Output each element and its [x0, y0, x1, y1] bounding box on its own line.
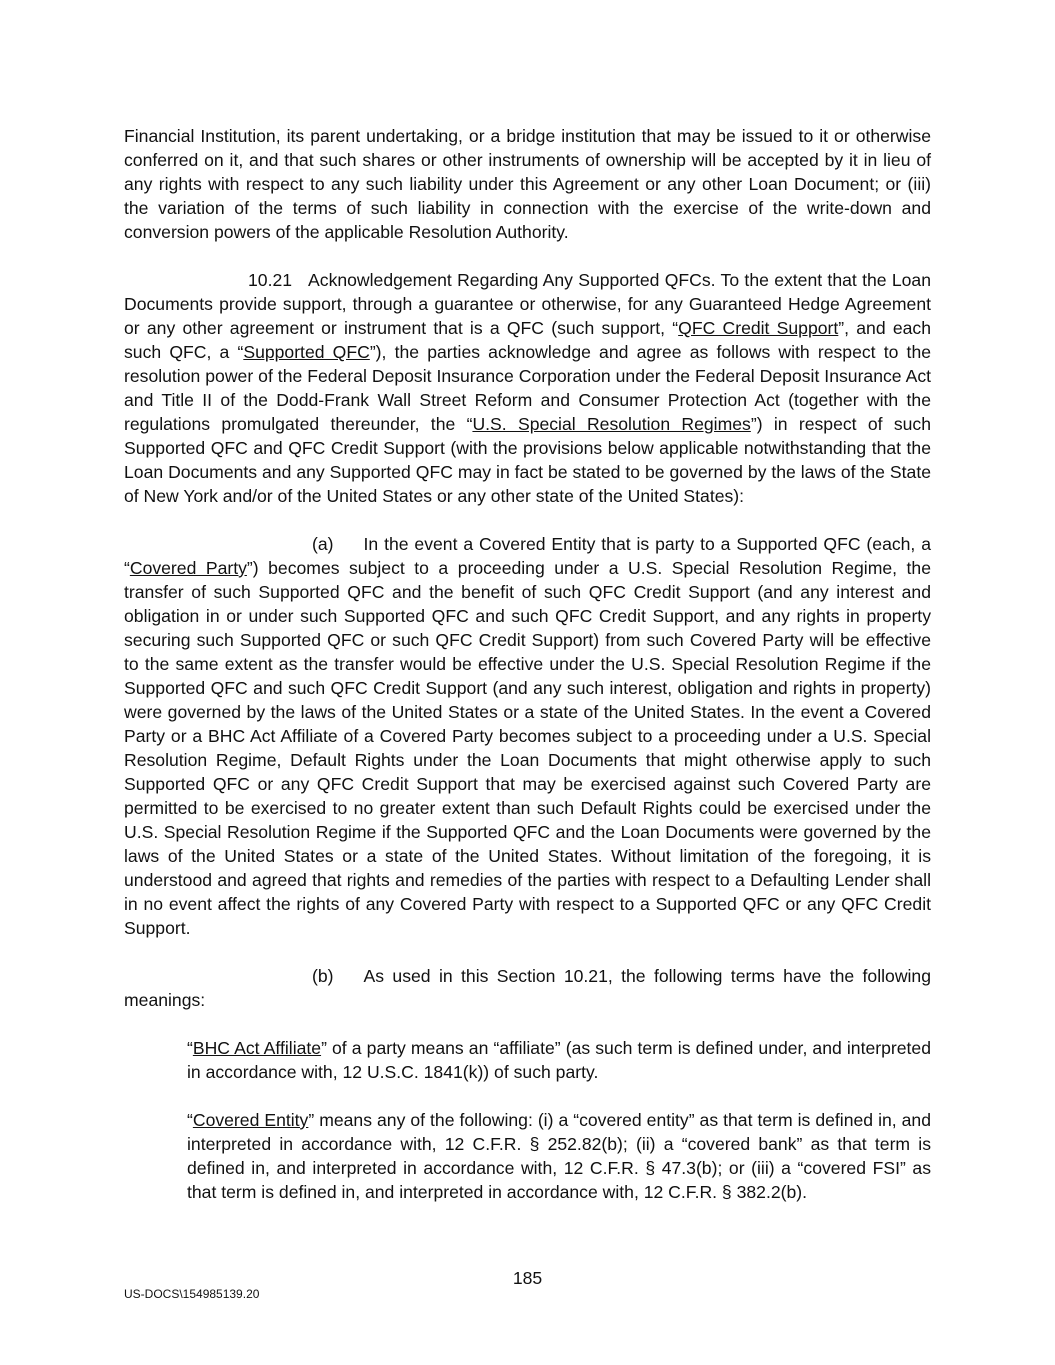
- item-a: [124, 532, 931, 940]
- definition-open-quote: “: [187, 1038, 193, 1058]
- item-b-text: As used in this Section 10.21, the following terms have the following meanings:: [124, 966, 931, 1010]
- definition-open-quote: “: [187, 1110, 193, 1130]
- item-b: [124, 964, 931, 1012]
- section-text-1: . To the extent that the Loan Documents provide support, through a guarantee or otherwise, for any Guaranteed Hedge Agreement or any other agreement or instrument that is a QFC (such support, “: [124, 270, 931, 338]
- definition-bhc-text: ” of a party means an “affiliate” (as such term is defined under, and interpreted in accordance with, 12 U.S.C. 1841(k)) of such party.: [187, 1038, 931, 1082]
- term-us-special-resolution-regimes: U.S. Special Resolution Regimes: [472, 414, 751, 434]
- section-text-2: ”, and each such QFC, a “: [124, 318, 932, 362]
- item-a-text-2: ”) becomes subject to a proceeding under a U.S. Special Resolution Regime, the transfer of such Supported QFC and the benefit of such QFC Credit Support (and any interest and obligation in or under such Supported QFC and such QFC Credit Support, and any rights in property securing such Supported QFC or such QFC Credit Support) from such Covered Party will be effective to the same extent as the transfer would be effective under the U.S. Special Resolution Regime if the Supported QFC and such QFC Credit Support (and any such interest, obligation and rights in property) were governed by the laws of the United States or a state of the United States. In the event a Covered Party or a BHC Act Affiliate of a Covered Party becomes subject to a proceeding under a U.S. Special Resolution Regime, Default Rights under the Loan Documents that might otherwise apply to such Supported QFC or any QFC Credit Support that may be exercised against such Covered Party are permitted to be exercised to no greater extent than such Default Rights could be exercised under the U.S. Special Resolution Regime if the Supported QFC and the Loan Documents were governed by the laws of the United States or a state of the United States. Without limitation of the foregoing, it is understood and agreed that rights and remedies of the parties with respect to a Defaulting Lender shall in no event affect the rights of any Covered Party with respect to a Supported QFC or any QFC Credit Support.: [124, 558, 931, 938]
- item-b-label: (b): [312, 966, 334, 986]
- term-bhc-act-affiliate: BHC Act Affiliate: [192, 1038, 322, 1058]
- section-number: 10.21: [248, 270, 293, 290]
- section-text-4: ”) in respect of such Supported QFC and QFC Credit Support (with the provisions below applicable notwithstanding that the Loan Documents and any Supported QFC may in fact be stated to be governed by the laws of the State of New York and/or of the United States or any other state of the United States):: [124, 414, 932, 506]
- term-covered-entity: Covered Entity: [192, 1110, 309, 1130]
- item-a-text-1: In the event a Covered Entity that is party to a Supported QFC (each, a “: [124, 534, 931, 578]
- section-title: Acknowledgement Regarding Any Supported QFCs: [308, 270, 711, 290]
- item-a-label: (a): [312, 534, 334, 554]
- page-body: [124, 124, 931, 1204]
- term-supported-qfc: Supported QFC: [243, 342, 370, 362]
- definition-covered-entity-text: ” means any of the following: (i) a “covered entity” as that term is defined in, and interpreted in accordance with, 12 C.F.R. § 252.82(b); (ii) a “covered bank” as that term is defined in, and interpreted in accordance with, 12 C.F.R. § 47.3(b); or (iii) a “covered FSI” as that term is defined in, and interpreted in accordance with, 12 C.F.R. § 382.2(b).: [187, 1110, 931, 1202]
- paragraph-continuation: [124, 124, 931, 244]
- term-qfc-credit-support: QFC Credit Support: [678, 318, 839, 338]
- definition-bhc-act-affiliate: [187, 1036, 931, 1084]
- page-number: 185: [512, 1268, 543, 1288]
- section-text-3: ”), the parties acknowledge and agree as follows with respect to the resolution power of the Federal Deposit Insurance Corporation under the Federal Deposit Insurance Act and Title II of the Dodd-Frank Wall Street Reform and Consumer Protection Act (together with the regulations promulgated thereunder, the “: [124, 342, 932, 434]
- paragraph-continuation-text: Financial Institution, its parent undertaking, or a bridge institution that may be issued to it or otherwise conferred on it, and that such shares or other instruments of ownership will be accepted by it in lieu of any rights with respect to any such liability under this Agreement or any other Loan Document; or (iii) the variation of the terms of such liability in connection with the exercise of the write-down and conversion powers of the applicable Resolution Authority.: [124, 126, 931, 242]
- term-covered-party: Covered Party: [129, 558, 247, 578]
- definition-covered-entity: [187, 1108, 931, 1204]
- section-10-21: [124, 268, 931, 508]
- document-id: US-DOCS\154985139.20: [124, 1287, 260, 1301]
